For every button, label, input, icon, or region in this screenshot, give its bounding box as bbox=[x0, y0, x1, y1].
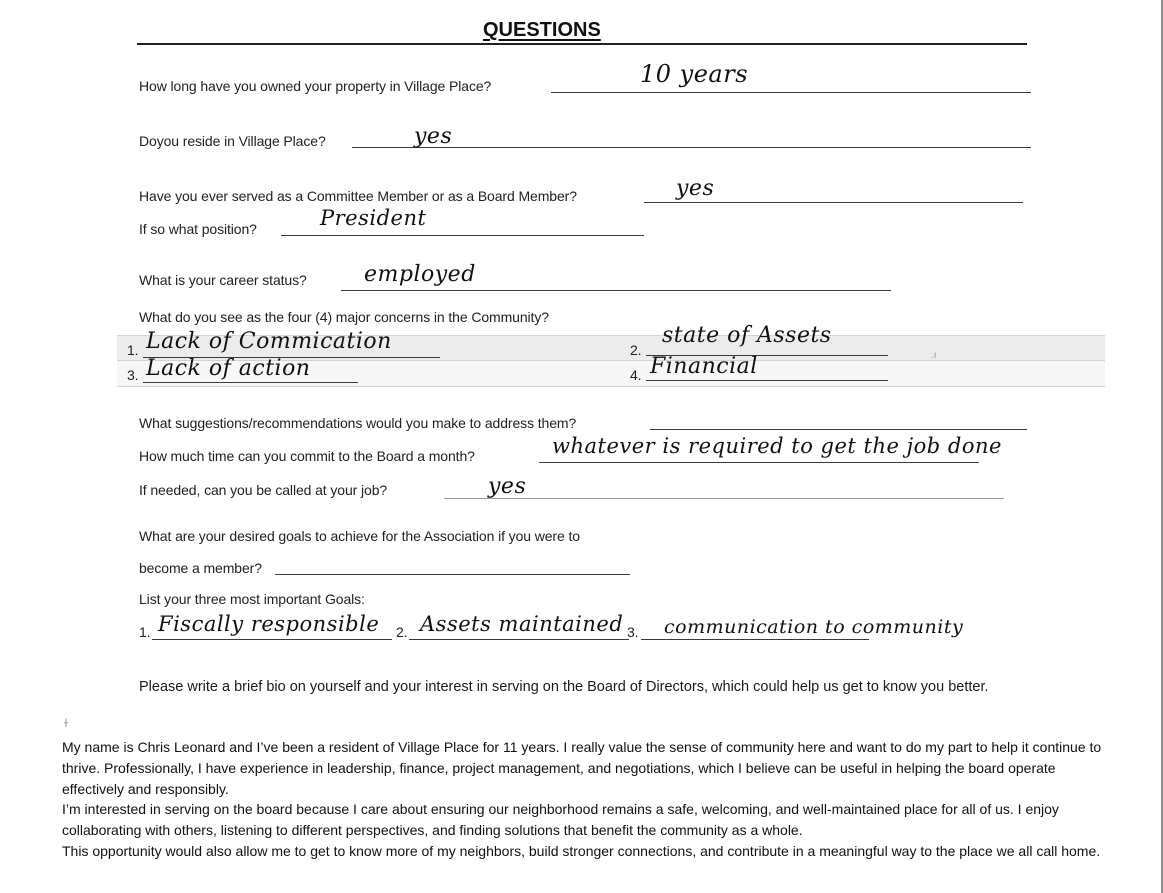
bio-paragraph: I’m interested in serving on the board because I care about ensuring our neighborhood remains a safe, welcoming, and well-maintained place for all of us. I enjoy collaborating with others, listening to different perspectives, and finding solutions that benefit the community as a whole. bbox=[62, 801, 1059, 839]
answer-called[interactable]: yes bbox=[488, 474, 527, 499]
concern-2-answer[interactable]: state of Assets bbox=[662, 323, 832, 348]
question-top-goals-label: List your three most important Goals: bbox=[139, 591, 365, 607]
scan-speck: ɫ bbox=[64, 716, 68, 730]
answer-goals-line[interactable] bbox=[275, 574, 630, 575]
answer-ownership[interactable]: 10 years bbox=[640, 60, 749, 88]
concern-2-number: 2. bbox=[630, 342, 642, 358]
title-rule bbox=[137, 43, 1027, 45]
goal-1-line[interactable] bbox=[152, 639, 392, 640]
answer-ownership-line[interactable] bbox=[551, 92, 1031, 93]
goal-3-number: 3. bbox=[627, 624, 639, 640]
bio-paragraph: This opportunity would also allow me to get to know more of my neighbors, build stronger connections, and contribute in a meaningful way to the place we all call home. bbox=[62, 842, 1101, 859]
concern-3-line[interactable] bbox=[143, 382, 358, 383]
concern-4-line[interactable] bbox=[646, 380, 888, 381]
answer-career[interactable]: employed bbox=[364, 262, 476, 287]
concern-3-number: 3. bbox=[127, 367, 139, 383]
goal-2-answer[interactable]: Assets maintained bbox=[420, 612, 624, 636]
answer-suggestions-line[interactable] bbox=[650, 429, 1027, 430]
answer-position-line[interactable] bbox=[281, 235, 644, 236]
concern-3-answer[interactable]: Lack of action bbox=[146, 356, 311, 381]
question-position-label: If so what position? bbox=[139, 221, 257, 237]
answer-position[interactable]: President bbox=[320, 206, 427, 230]
question-served-label: Have you ever served as a Committee Member or as a Board Member? bbox=[139, 188, 577, 204]
bio-paragraph: My name is Chris Leonard and I’ve been a resident of Village Place for 11 years. I really value the sense of community here and want to do my part to help it continue to thrive. Professionally, I have experience in leadership, finance, project management, and negotiations, which I believe can be useful in helping the board operate effectively and responsibly. bbox=[62, 739, 1102, 797]
goal-3-answer[interactable]: communication to community bbox=[664, 616, 964, 638]
answer-reside[interactable]: yes bbox=[414, 124, 453, 149]
scan-speck: .ı bbox=[931, 350, 937, 361]
question-career-label: What is your career status? bbox=[139, 272, 307, 288]
goal-3-line[interactable] bbox=[641, 639, 869, 640]
answer-career-line[interactable] bbox=[341, 290, 891, 291]
question-suggestions-label: What suggestions/recommendations would you make to address them? bbox=[139, 415, 577, 431]
goal-1-answer[interactable]: Fiscally responsible bbox=[158, 612, 380, 636]
bio-text[interactable] bbox=[62, 737, 1102, 862]
concern-4-answer[interactable]: Financial bbox=[650, 354, 758, 379]
page-title: QUESTIONS bbox=[483, 19, 601, 41]
concern-1-answer[interactable]: Lack of Commication bbox=[146, 329, 392, 354]
answer-called-line[interactable] bbox=[444, 498, 1004, 499]
bio-prompt: Please write a brief bio on yourself and your interest in serving on the Board of Directors, which could help us get to know you better. bbox=[139, 679, 989, 695]
question-reside-label: Doyou reside in Village Place? bbox=[139, 133, 326, 149]
answer-reside-line[interactable] bbox=[352, 147, 1031, 148]
question-goals-label-line2: become a member? bbox=[139, 560, 262, 576]
goal-2-line[interactable] bbox=[409, 639, 629, 640]
goal-1-number: 1. bbox=[139, 624, 151, 640]
question-goals-label-line1: What are your desired goals to achieve for the Association if you were to bbox=[139, 528, 580, 544]
concern-1-number: 1. bbox=[127, 342, 139, 358]
goal-2-number: 2. bbox=[396, 624, 408, 640]
question-concerns-label: What do you see as the four (4) major concerns in the Community? bbox=[139, 309, 549, 325]
concern-4-number: 4. bbox=[630, 367, 642, 383]
question-called-label: If needed, can you be called at your job? bbox=[139, 482, 388, 498]
answer-time-line[interactable] bbox=[539, 462, 979, 463]
answer-served[interactable]: yes bbox=[676, 176, 715, 201]
question-time-label: How much time can you commit to the Board a month? bbox=[139, 448, 475, 464]
question-ownership-label: How long have you owned your property in Village Place? bbox=[139, 78, 492, 94]
answer-served-line[interactable] bbox=[644, 202, 1023, 203]
answer-time[interactable]: whatever is required to get the job done bbox=[552, 434, 1002, 458]
